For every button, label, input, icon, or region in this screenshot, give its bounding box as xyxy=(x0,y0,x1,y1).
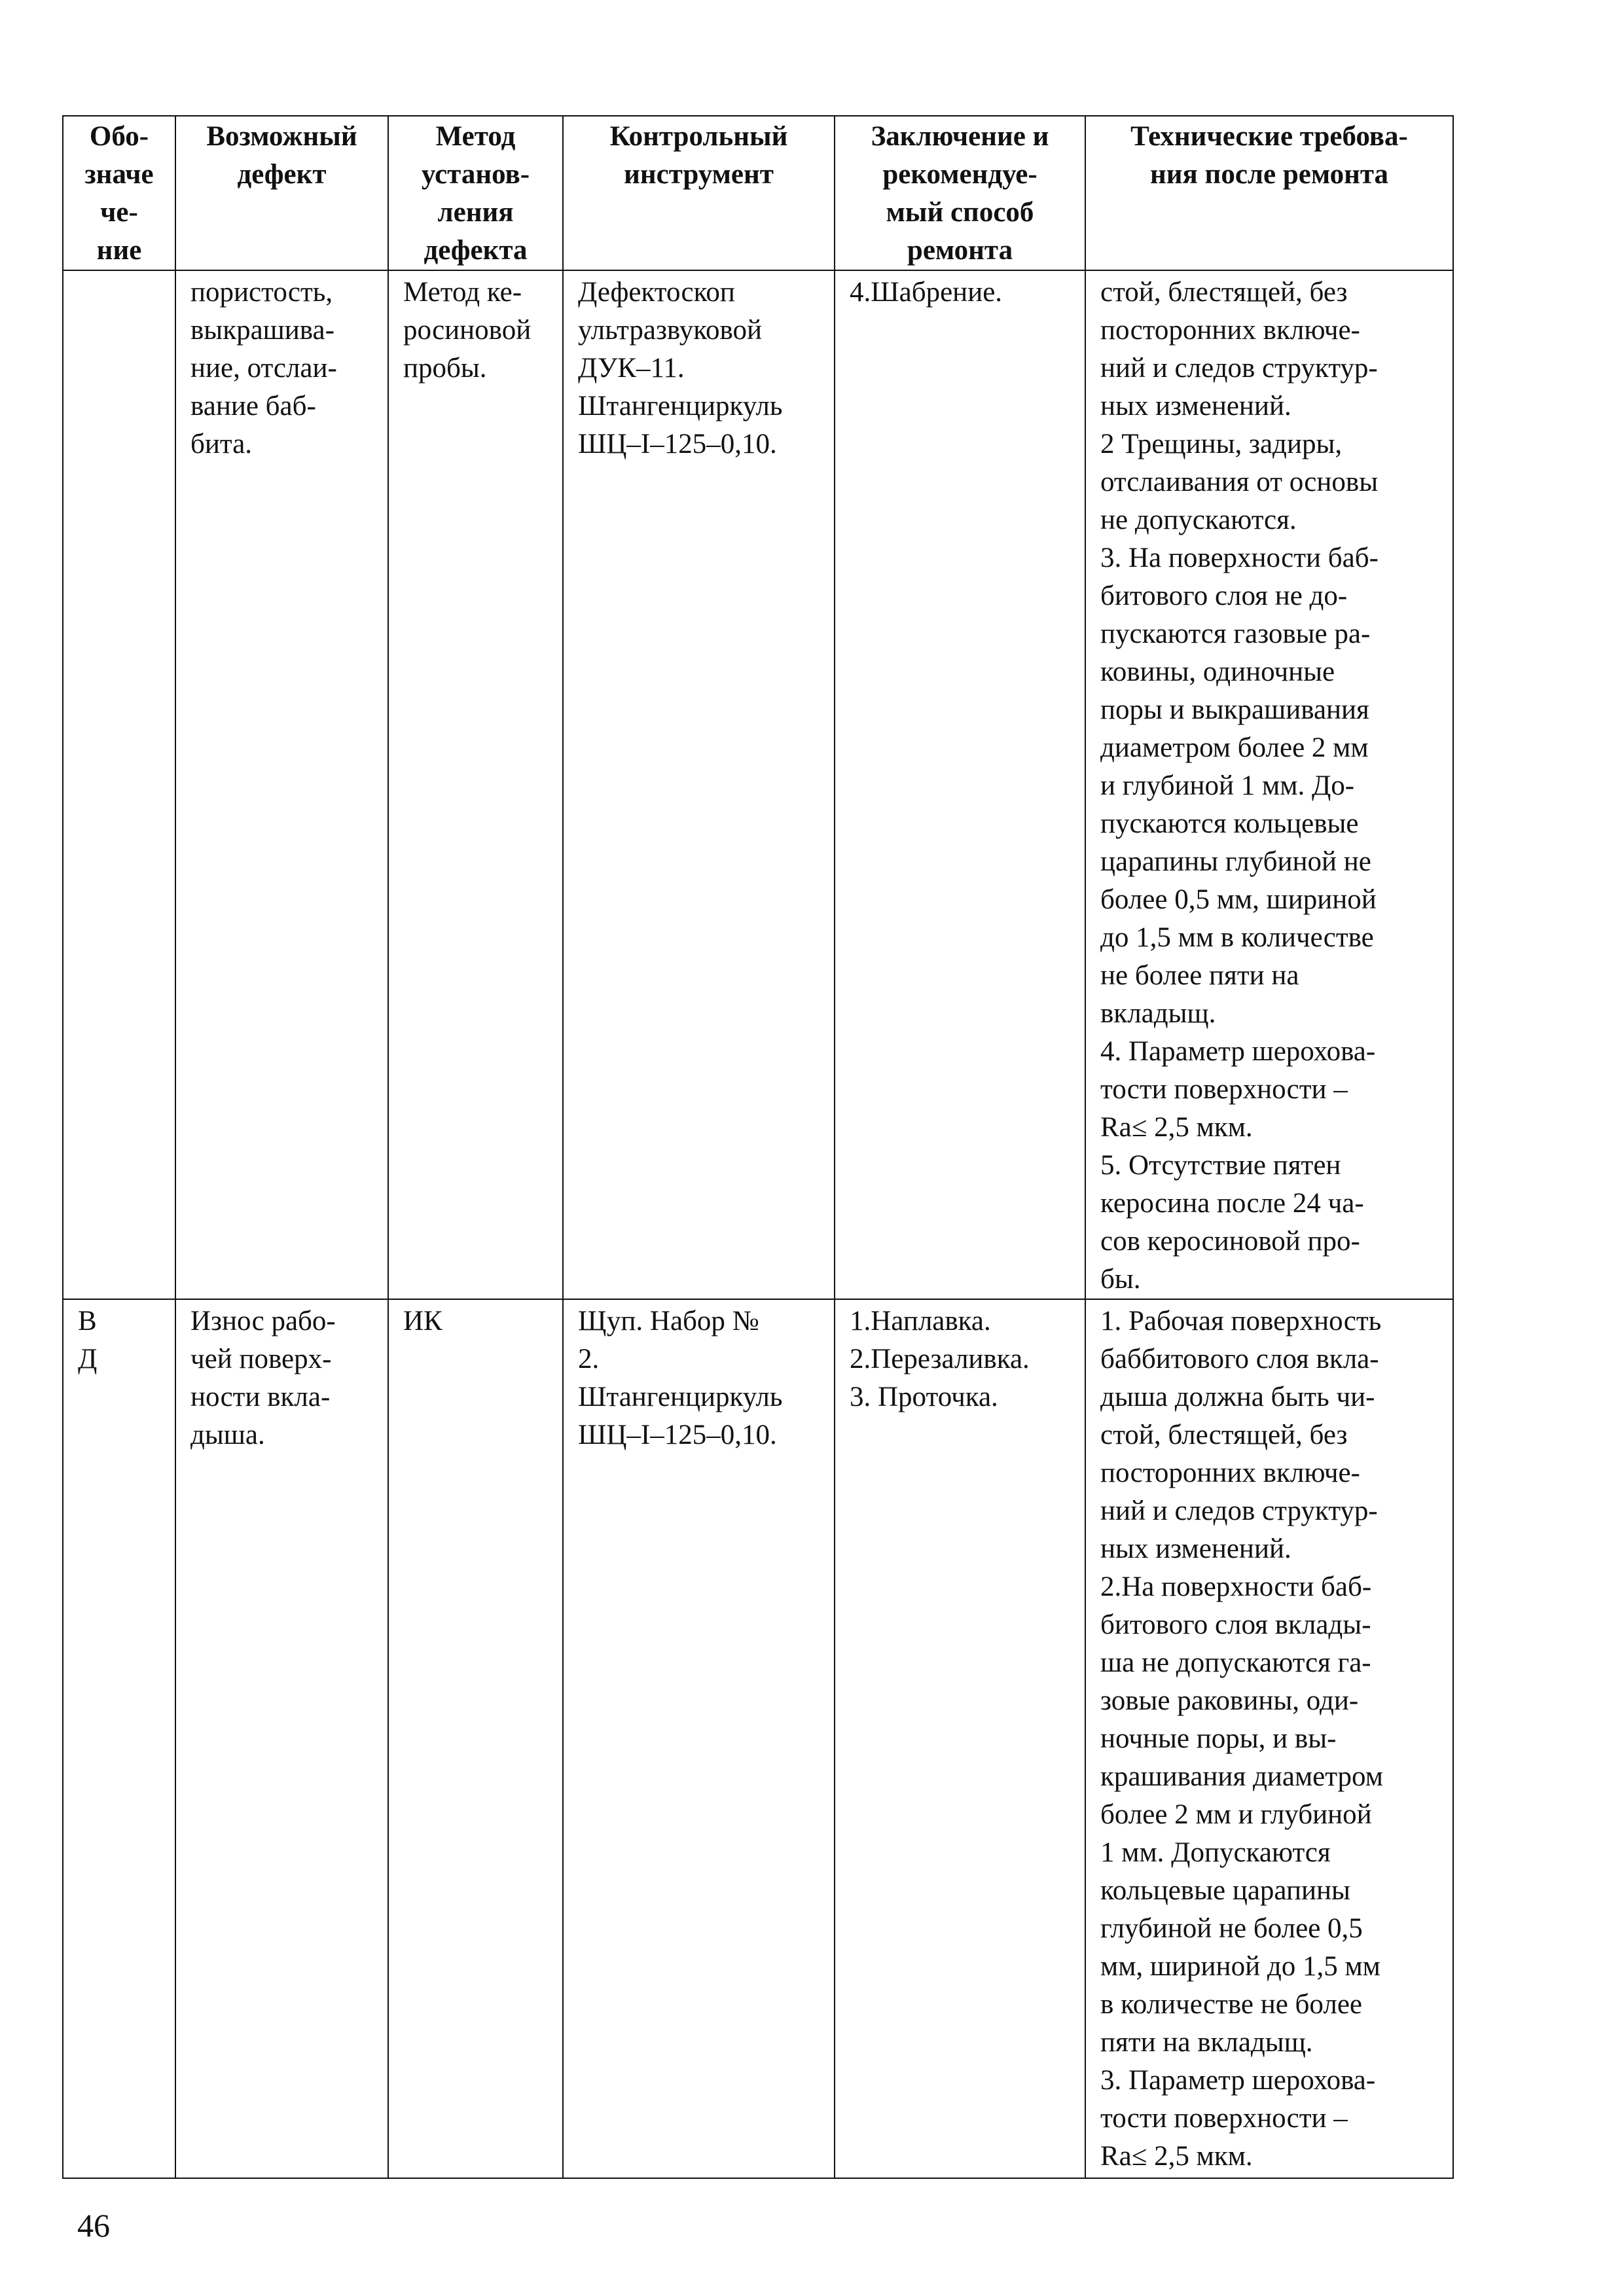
text-line: пускаются кольцевые xyxy=(1100,808,1359,839)
column-header-control-instrument xyxy=(563,116,835,270)
cell-possible-defect xyxy=(175,270,388,1299)
cell-possible-defect xyxy=(175,1299,388,2178)
cell-tech-requirements xyxy=(1085,270,1453,1299)
text-line: баббитового слоя вкла- xyxy=(1100,1344,1379,1374)
column-header-tech-requirements xyxy=(1085,116,1453,270)
text-line: В xyxy=(78,1306,97,1336)
text-line: кольцевые царапины xyxy=(1100,1875,1350,1906)
text-line: крашивания диаметром xyxy=(1100,1761,1383,1792)
text-line: керосина после 24 ча- xyxy=(1100,1188,1364,1219)
text-line: бы. xyxy=(1100,1264,1141,1295)
text-line: ДУК–11. xyxy=(578,353,685,384)
text-line: стой, блестящей, без xyxy=(1100,277,1348,308)
text-line: Дефектоскоп xyxy=(578,277,735,308)
text-line: не допускаются. xyxy=(1100,505,1297,535)
text-line: зовые раковины, оди- xyxy=(1100,1685,1359,1716)
text-line: росиновой xyxy=(403,315,532,346)
text-line: битового слоя не до- xyxy=(1100,581,1348,611)
table-row xyxy=(63,1299,1453,2178)
text-line: отслаивания от основы xyxy=(1100,467,1379,497)
text-line: посторонних включе- xyxy=(1100,1458,1360,1488)
text-line: дыша должна быть чи- xyxy=(1100,1382,1375,1412)
text-line: вкладыщ. xyxy=(1100,998,1216,1029)
text-line: Ra≤ 2,5 мкм. xyxy=(1100,2141,1253,2172)
text-line: поры и выкрашивания xyxy=(1100,694,1369,725)
cell-control-instrument xyxy=(563,270,835,1299)
text-line: Обо- xyxy=(89,121,149,152)
text-line: 1.Наплавка. xyxy=(850,1306,991,1336)
text-line: и глубиной 1 мм. До- xyxy=(1100,770,1355,801)
text-line: Контрольный xyxy=(609,121,788,152)
text-line: Возможный xyxy=(206,121,357,152)
text-line: пускаются газовые ра- xyxy=(1100,619,1371,649)
text-line: ИК xyxy=(403,1306,442,1336)
text-line: ления xyxy=(437,197,514,228)
text-line: Д xyxy=(78,1344,98,1374)
text-line: рекомендуе- xyxy=(882,159,1038,190)
text-line: пробы. xyxy=(403,353,487,384)
text-line: не более пяти на xyxy=(1100,960,1299,991)
text-line: ние xyxy=(96,235,142,266)
text-line: ремонта xyxy=(907,235,1013,266)
text-line: ночные поры, и вы- xyxy=(1100,1723,1337,1754)
cell-conclusion-repair xyxy=(835,1299,1085,2178)
text-line: 5. Отсутствие пятен xyxy=(1100,1150,1341,1181)
text-line: Штангенциркуль xyxy=(578,391,783,422)
text-line: 3. Параметр шерохова- xyxy=(1100,2065,1376,2096)
column-header-designation xyxy=(63,116,175,270)
text-line: ний и следов структур- xyxy=(1100,353,1378,384)
text-line: чей поверх- xyxy=(190,1344,332,1374)
page-number: 46 xyxy=(77,2207,110,2244)
cell-detection-method xyxy=(388,270,563,1299)
text-line: стой, блестящей, без xyxy=(1100,1420,1348,1450)
table-header-row xyxy=(63,116,1453,270)
text-line: ний и следов структур- xyxy=(1100,1496,1378,1526)
column-header-conclusion-repair xyxy=(835,116,1085,270)
text-line: ных изменений. xyxy=(1100,1534,1291,1564)
text-line: Щуп. Набор № xyxy=(578,1306,759,1336)
text-line: ковины, одиночные xyxy=(1100,656,1335,687)
cell-designation xyxy=(63,1299,175,2178)
cell-tech-requirements xyxy=(1085,1299,1453,2178)
cell-detection-method xyxy=(388,1299,563,2178)
text-line: инструмент xyxy=(624,159,774,190)
text-line: более 0,5 мм, шириной xyxy=(1100,884,1377,915)
text-line: глубиной не более 0,5 xyxy=(1100,1913,1363,1944)
defect-table xyxy=(62,115,1454,2179)
text-line: более 2 мм и глубиной xyxy=(1100,1799,1372,1830)
text-line: че- xyxy=(100,197,138,228)
text-line: бита. xyxy=(190,429,253,459)
text-line: 1. Рабочая поверхность xyxy=(1100,1306,1382,1336)
text-line: Метод xyxy=(435,121,516,152)
text-line: 2. xyxy=(578,1344,600,1374)
table-row xyxy=(63,270,1453,1299)
text-line: диаметром более 2 мм xyxy=(1100,732,1369,763)
text-line: 2 Трещины, задиры, xyxy=(1100,429,1343,459)
text-line: Заключение и xyxy=(871,121,1049,152)
cell-control-instrument xyxy=(563,1299,835,2178)
text-line: пористость, xyxy=(190,277,333,308)
text-line: мый способ xyxy=(886,197,1034,228)
cell-conclusion-repair xyxy=(835,270,1085,1299)
text-line: Штангенциркуль xyxy=(578,1382,783,1412)
cell-designation xyxy=(63,270,175,1299)
text-line: вание баб- xyxy=(190,391,316,422)
text-line: дыша. xyxy=(190,1420,265,1450)
text-line: ности вкла- xyxy=(190,1382,331,1412)
text-line: дефект xyxy=(237,159,327,190)
text-line: ных изменений. xyxy=(1100,391,1291,422)
text-line: 3. На поверхности баб- xyxy=(1100,543,1379,573)
text-line: ния после ремонта xyxy=(1149,159,1389,190)
text-line: царапины глубиной не xyxy=(1100,846,1371,877)
text-line: дефекта xyxy=(424,235,528,266)
text-line: 4.Шабрение. xyxy=(850,277,1003,308)
text-line: Технические требова- xyxy=(1130,121,1408,152)
text-line: выкрашива- xyxy=(190,315,334,346)
text-line: до 1,5 мм в количестве xyxy=(1100,922,1374,953)
text-line: 2.На поверхности баб- xyxy=(1100,1571,1372,1602)
text-line: в количестве не более xyxy=(1100,1989,1362,2020)
text-line: ние, отслаи- xyxy=(190,353,337,384)
text-line: ШЦ–I–125–0,10. xyxy=(578,1420,777,1450)
text-line: Износ рабо- xyxy=(190,1306,336,1336)
text-line: пяти на вкладыщ. xyxy=(1100,2027,1313,2058)
text-line: сов керосиновой про- xyxy=(1100,1226,1360,1257)
text-line: установ- xyxy=(421,159,530,190)
text-line: 1 мм. Допускаются xyxy=(1100,1837,1331,1868)
column-header-detection-method xyxy=(388,116,563,270)
text-line: 3. Проточка. xyxy=(850,1382,998,1412)
text-line: тости поверхности – xyxy=(1100,2103,1348,2134)
text-line: значе xyxy=(84,159,154,190)
text-line: Метод ке- xyxy=(403,277,522,308)
text-line: мм, шириной до 1,5 мм xyxy=(1100,1951,1380,1982)
text-line: ШЦ–I–125–0,10. xyxy=(578,429,777,459)
text-line: ультразвуковой xyxy=(578,315,762,346)
text-line: посторонних включе- xyxy=(1100,315,1360,346)
text-line: тости поверхности – xyxy=(1100,1074,1348,1105)
text-line: 2.Перезаливка. xyxy=(850,1344,1030,1374)
text-line: битового слоя вклады- xyxy=(1100,1609,1371,1640)
text-line: ша не допускаются га- xyxy=(1100,1647,1371,1678)
text-line: 4. Параметр шерохова- xyxy=(1100,1036,1376,1067)
column-header-possible-defect xyxy=(175,116,388,270)
text-line: Ra≤ 2,5 мкм. xyxy=(1100,1112,1253,1143)
